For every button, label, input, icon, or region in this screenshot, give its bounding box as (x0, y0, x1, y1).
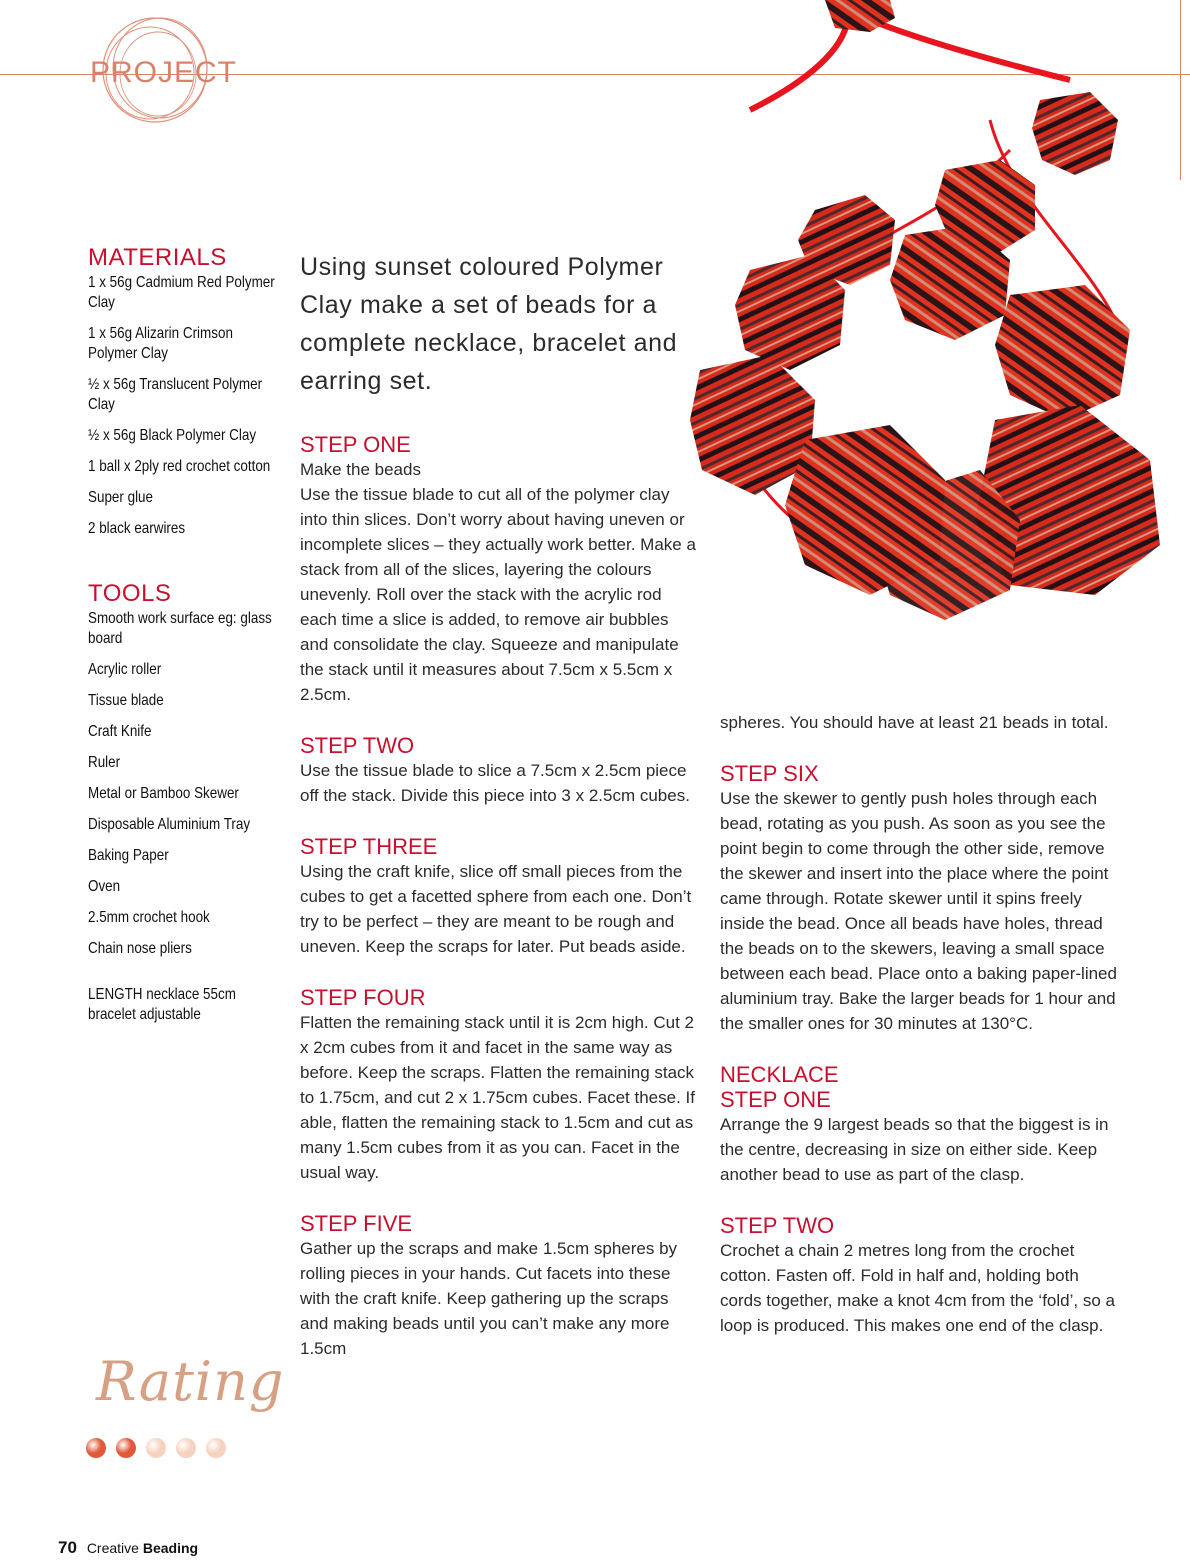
list-item: 1 x 56g Alizarin Crimson Polymer Clay (88, 325, 233, 362)
step-five-continued (720, 710, 1120, 735)
necklace-photo (690, 0, 1190, 700)
list-item: Ruler (88, 754, 121, 771)
step-three (300, 834, 700, 959)
step-one (300, 432, 700, 707)
page-number: 70 (58, 1538, 77, 1557)
intro-text: Using sunset coloured Polymer Clay make a set of beads for a complete necklace, bracelet and earring set. (300, 253, 678, 395)
step-four (300, 985, 700, 1185)
step-five (300, 1211, 700, 1361)
list-item: Oven (88, 878, 121, 895)
step-subtitle: Make the beads (300, 460, 421, 479)
step-title: STEP FIVE (300, 1211, 413, 1236)
step-text: Use the tissue blade to cut all of the polymer clay into thin slices. Don’t worry about having uneven or incomplete slices – they actually work better. Make a stack from all of the slices, layering the colours unevenly. Roll over the stack with the acrylic rod each time a slice is added, to remove air bubbles and consolidate the clay. Squeeze and manipulate the stack until it measures about 7.5cm x 5.5cm x 2.5cm. (300, 485, 696, 704)
step-text: Crochet a chain 2 metres long from the crochet cotton. Fasten off. Fold in half and, holding both cords together, make a knot 4cm from the ‘fold’, so a loop is produced. This makes one end of the clasp. (720, 1241, 1115, 1335)
list-item: Baking Paper (88, 847, 169, 864)
materials-list (88, 273, 278, 539)
step-text: Using the craft knife, slice off small pieces from the cubes to get a facetted sphere from each one. Don’t try to be perfect – they are meant to be rough and uneven. Keep the scraps for later. Put beads aside. (300, 862, 692, 956)
step-title: STEP ONE (300, 432, 411, 457)
step-text: Flatten the remaining stack until it is 2cm high. Cut 2 x 2cm cubes from it and facet in the same way as before. Keep the scraps. Flatten the remaining stack to 1.75cm, and cut 2 x 1.75cm cubes. Facet these. If able, flatten the remaining stack to 1.5cm and cut as many 1.5cm cubes from it as you can. Facet in the usual way. (300, 1013, 695, 1182)
list-item: Chain nose pliers (88, 940, 192, 957)
step-title: STEP THREE (300, 834, 438, 859)
list-item: Tissue blade (88, 692, 164, 709)
tools-heading: TOOLS (88, 580, 172, 607)
list-item: 1 ball x 2ply red crochet cotton (88, 458, 271, 475)
list-item: ½ x 56g Black Polymer Clay (88, 427, 257, 444)
list-item: Smooth work surface eg: glass board (88, 610, 272, 647)
rating-dot-filled (86, 1438, 106, 1458)
materials-heading: MATERIALS (88, 244, 227, 271)
step-text: Arrange the 9 largest beads so that the biggest is in the centre, decreasing in size on either side. Keep another bead to use as part of the clasp. (720, 1115, 1109, 1184)
rating-dot-filled (116, 1438, 136, 1458)
publication-name: Creative (86, 1540, 139, 1556)
length-note: LENGTH necklace 55cm bracelet adjustable (88, 986, 236, 1023)
rating-dot-empty (176, 1438, 196, 1458)
step-text: Use the tissue blade to slice a 7.5cm x 2.5cm piece off the stack. Divide this piece into 3 x 2.5cm cubes. (300, 761, 690, 805)
list-item: ½ x 56g Translucent Polymer Clay (88, 376, 263, 413)
rating-dot-empty (146, 1438, 166, 1458)
publication-name-bold: Beading (142, 1540, 199, 1556)
step-two (300, 733, 700, 808)
necklace-step-one (720, 1062, 1120, 1187)
step-title: STEP ONE (720, 1087, 831, 1112)
step-text: Use the skewer to gently push holes through each bead, rotating as you push. As soon as you see the point begin to come through the other side, remove the skewer and insert into the place where the point came through. Rotate skewer until it spins freely inside the bead. Once all beads have holes, thread the beads on to the skewers, leaving a small space between each bead. Place onto a baking paper-lined aluminium tray. Bake the larger beads for 1 hour and the smaller ones for 30 minutes at 130°C. (720, 789, 1117, 1033)
step-text: spheres. You should have at least 21 beads in total. (720, 713, 1109, 732)
step-text: Gather up the scraps and make 1.5cm spheres by rolling pieces in your hands. Cut facets into these with the craft knife. Keep gathering up the scraps and making beads until you can’t make any more 1.5cm (300, 1239, 678, 1358)
section-label: PROJECT (90, 56, 238, 89)
column-middle (300, 432, 700, 1387)
section-title: NECKLACE (720, 1062, 839, 1087)
list-item: Craft Knife (88, 723, 152, 740)
list-item: Metal or Bamboo Skewer (88, 785, 239, 802)
tools-list (88, 609, 278, 959)
rating-dot-empty (206, 1438, 226, 1458)
step-title: STEP TWO (720, 1213, 835, 1238)
footer (58, 1538, 198, 1558)
step-six (720, 761, 1120, 1036)
list-item: Super glue (88, 489, 154, 506)
list-item: 2 black earwires (88, 520, 186, 537)
rating-dots (86, 1438, 226, 1458)
list-item: Disposable Aluminium Tray (88, 816, 251, 833)
step-title: STEP TWO (300, 733, 415, 758)
necklace-step-two (720, 1213, 1120, 1338)
step-title: STEP FOUR (300, 985, 426, 1010)
list-item: 2.5mm crochet hook (88, 909, 210, 926)
list-item: 1 x 56g Cadmium Red Polymer Clay (88, 274, 275, 311)
column-right (720, 710, 1120, 1364)
list-item: Acrylic roller (88, 661, 162, 678)
sidebar (88, 245, 278, 1025)
step-title: STEP SIX (720, 761, 819, 786)
rating-label: Rating (96, 1350, 285, 1413)
